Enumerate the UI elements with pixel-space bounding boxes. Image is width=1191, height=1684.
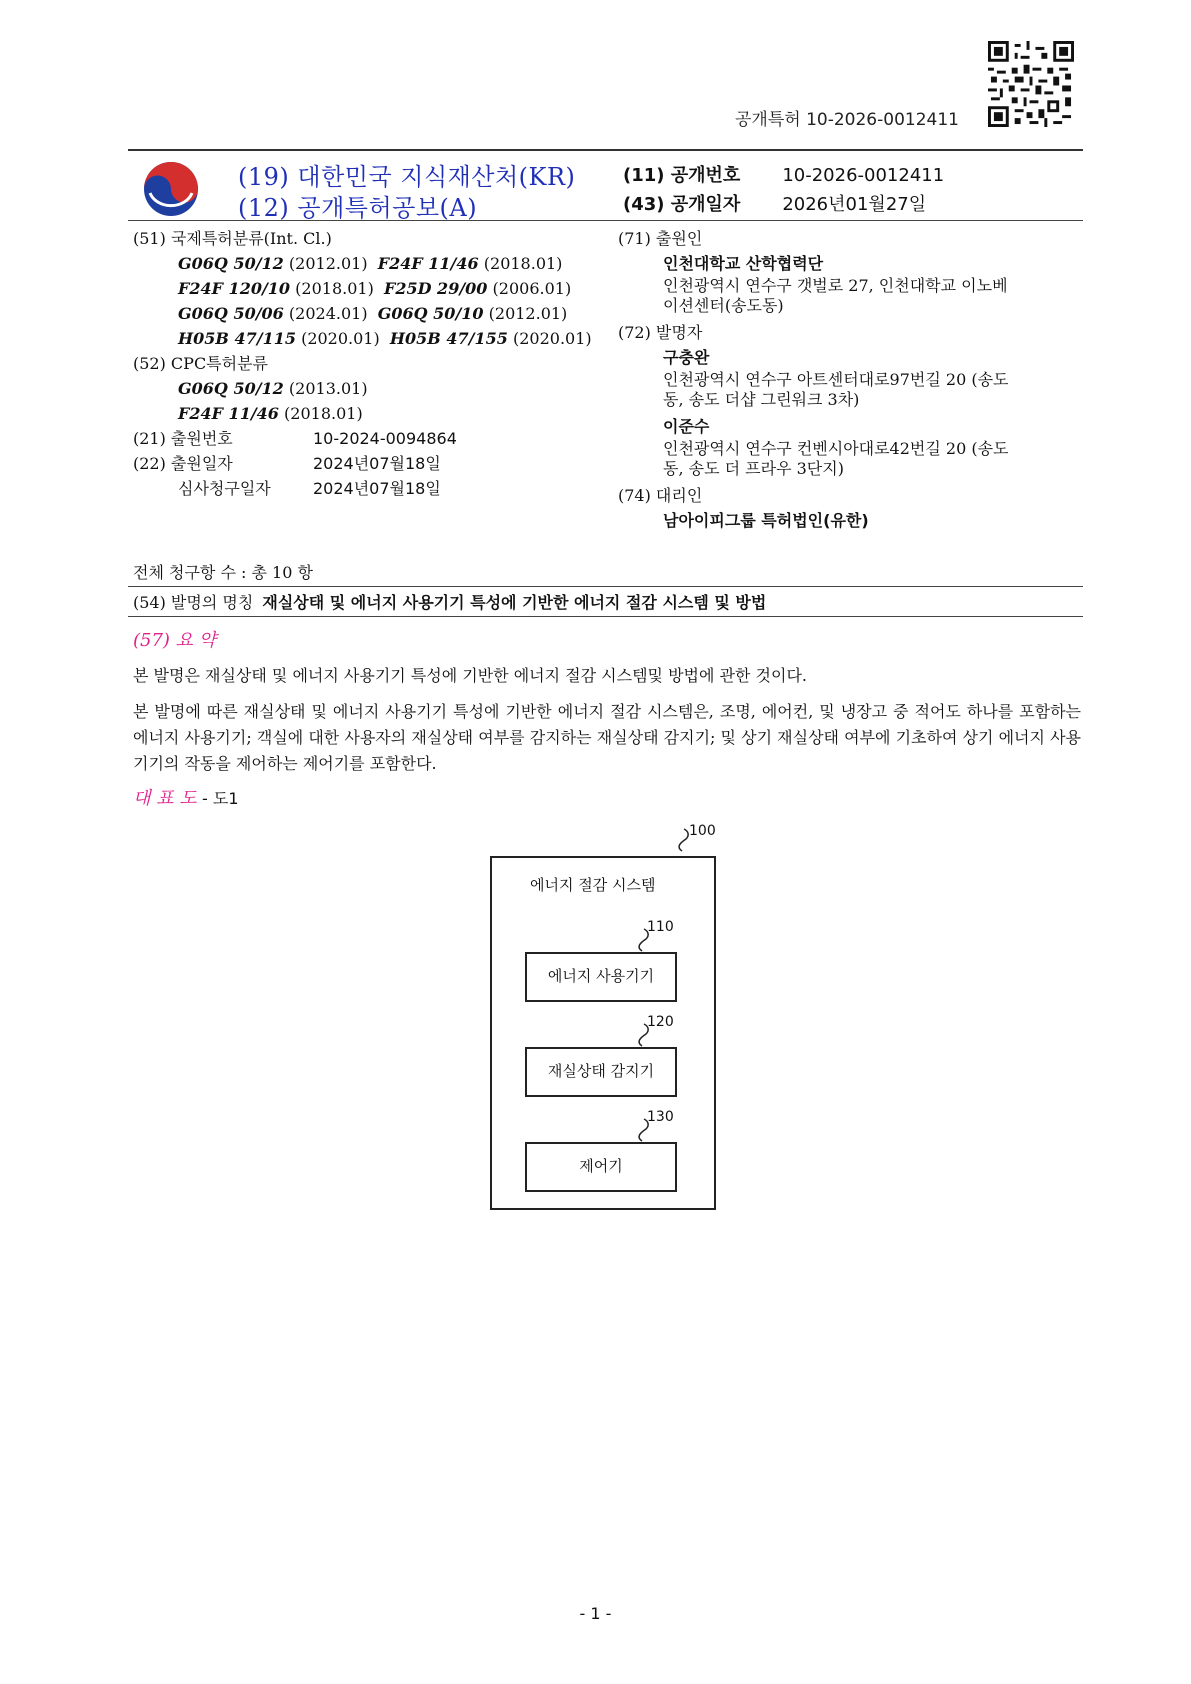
- inventor-address: [618, 370, 1073, 410]
- int-cl-code: G06Q 50/06: [178, 304, 284, 323]
- box-ref-number: 110: [647, 919, 674, 935]
- document-id: 공개특허 10-2026-0012411: [735, 110, 959, 130]
- publication-number: 10-2026-0012411: [782, 165, 945, 186]
- agent-name: 남아이피그룹 특허법인(유한): [663, 511, 869, 530]
- int-cl-version: (2012.01): [288, 254, 368, 273]
- inventor-label: (72) 발명자: [618, 323, 703, 342]
- invention-title-label: (54) 발명의 명칭: [133, 593, 254, 612]
- outer-ref-number: 100: [689, 823, 716, 839]
- int-cl-version: (2024.01): [288, 304, 368, 323]
- claims-divider: [128, 586, 1083, 587]
- title-divider: [128, 616, 1083, 617]
- application-date-label: (22) 출원일자: [133, 454, 233, 473]
- applicant-label: (71) 출원인: [618, 229, 703, 248]
- claims-count: 전체 청구항 수 : 총 10 항: [133, 563, 313, 582]
- applicant-name: 인천대학교 산학협력단: [663, 254, 824, 273]
- publication-date-row: [623, 190, 926, 216]
- inventor-address-line: 인천광역시 연수구 아트센터대로97번길 20 (송도: [663, 370, 1009, 389]
- agent-label: (74) 대리인: [618, 486, 703, 505]
- int-cl-code: F24F 11/46: [377, 254, 479, 273]
- int-cl-version: (2006.01): [492, 279, 572, 298]
- exam-request-row: [133, 476, 603, 501]
- int-cl-code: F25D 29/00: [383, 279, 488, 298]
- publication-date-label: (43) 공개일자: [623, 194, 741, 215]
- issuing-office: (19) 대한민국 지식재산처(KR): [238, 163, 576, 191]
- int-cl-version: (2020.01): [512, 329, 592, 348]
- page-number: - 1 -: [579, 1604, 612, 1623]
- int-cl-version: (2018.01): [295, 279, 374, 298]
- inventor-name: 구충완: [663, 348, 710, 367]
- inventor-address-line: 인천광역시 연수구 컨벤시아대로42번길 20 (송도: [663, 439, 1009, 458]
- system-diagram: [490, 825, 730, 1220]
- int-cl-version: (2012.01): [488, 304, 568, 323]
- ref-leader-icon: [490, 915, 730, 955]
- abstract-paragraph: 본 발명은 재실상태 및 에너지 사용기기 특성에 기반한 에너지 절감 시스템및 방법에 관한 것이다.: [133, 666, 807, 685]
- box-ref-number: 120: [647, 1014, 674, 1030]
- application-number-label: (21) 출원번호: [133, 429, 233, 448]
- invention-title: 재실상태 및 에너지 사용기기 특성에 기반한 에너지 절감 시스템 및 방법: [262, 593, 767, 612]
- publication-number-row: [623, 161, 944, 187]
- publication-number-label: (11) 공개번호: [623, 165, 741, 186]
- bibliographic-left: [133, 226, 603, 501]
- abstract-heading: (57) 요 약: [133, 630, 217, 651]
- ref-leader-icon: [490, 1105, 730, 1145]
- int-cl-row: [133, 251, 603, 276]
- abstract-paragraph: 본 발명에 따른 재실상태 및 에너지 사용기기 특성에 기반한 에너지 절감 시스템은, 조명, 에어컨, 및 냉장고 중 적어도 하나를 포함하는 에너지 사용기기; 객실에 대한 사용자의 재실상태 여부를 감지하는 재실상태 감지기; 및 상기 재실상태 여부에 기초하여 상기 에너지 사용기기의 작동을 제어하는 제어기를 포함한다.: [133, 702, 1081, 773]
- publication-type: (12) 공개특허공보(A): [238, 194, 478, 222]
- box-ref-number: 130: [647, 1109, 674, 1125]
- int-cl-row: [133, 276, 603, 301]
- representative-drawing-label: 대 표 도: [133, 788, 197, 809]
- int-cl-code: H05B 47/115: [178, 329, 296, 348]
- application-number: 10-2024-0094864: [313, 429, 457, 448]
- applicant-address-line: 인천광역시 연수구 갯벌로 27, 인천대학교 이노베: [663, 276, 1008, 295]
- inventor-address-line: 동, 송도 더 프라우 3단지): [663, 459, 844, 478]
- int-cl-row: [133, 326, 603, 351]
- top-divider: [128, 149, 1083, 151]
- cpc-version: (2018.01): [284, 404, 363, 423]
- application-date: 2024년07월18일: [313, 454, 441, 473]
- cpc-code: F24F 11/46: [178, 404, 279, 423]
- cpc-label: (52) CPC특허분류: [133, 354, 269, 373]
- inventor-address-line: 동, 송도 더샵 그린워크 3차): [663, 390, 860, 409]
- exam-request-date: 2024년07월18일: [313, 479, 441, 498]
- int-cl-code: H05B 47/155: [389, 329, 508, 348]
- publication-date: 2026년01월27일: [782, 194, 927, 215]
- representative-drawing-value: - 도1: [202, 789, 239, 808]
- invention-title-row: [133, 590, 766, 615]
- cpc-row: [133, 401, 603, 426]
- int-cl-version: (2018.01): [483, 254, 563, 273]
- application-number-row: [133, 426, 603, 451]
- energy-device-label: 에너지 사용기기: [547, 967, 655, 985]
- outer-system-title: 에너지 절감 시스템: [530, 876, 656, 894]
- representative-drawing-row: [133, 784, 239, 810]
- int-cl-code: G06Q 50/12: [178, 254, 284, 273]
- controller-label: 제어기: [579, 1157, 623, 1175]
- ref-leader-icon: [490, 1010, 730, 1050]
- int-cl-row: [133, 301, 603, 326]
- cpc-version: (2013.01): [288, 379, 368, 398]
- int-cl-code: F24F 120/10: [178, 279, 291, 298]
- taegeuk-emblem-icon: [142, 160, 200, 218]
- inventor-address: [618, 439, 1073, 479]
- applicant-address: [618, 276, 1073, 316]
- int-cl-label: (51) 국제특허분류(Int. Cl.): [133, 229, 332, 248]
- application-date-row: [133, 451, 603, 476]
- int-cl-code: G06Q 50/10: [377, 304, 484, 323]
- masthead-divider: [128, 220, 1083, 221]
- exam-request-label: 심사청구일자: [178, 479, 271, 498]
- applicant-address-line: 이션센터(송도동): [663, 296, 784, 315]
- inventor-name: 이준수: [663, 417, 710, 436]
- int-cl-version: (2020.01): [301, 329, 380, 348]
- cpc-row: [133, 376, 603, 401]
- cpc-code: G06Q 50/12: [178, 379, 284, 398]
- occupancy-sensor-label: 재실상태 감지기: [547, 1062, 655, 1080]
- bibliographic-right: [618, 226, 1073, 533]
- qr-code-icon: [988, 41, 1074, 127]
